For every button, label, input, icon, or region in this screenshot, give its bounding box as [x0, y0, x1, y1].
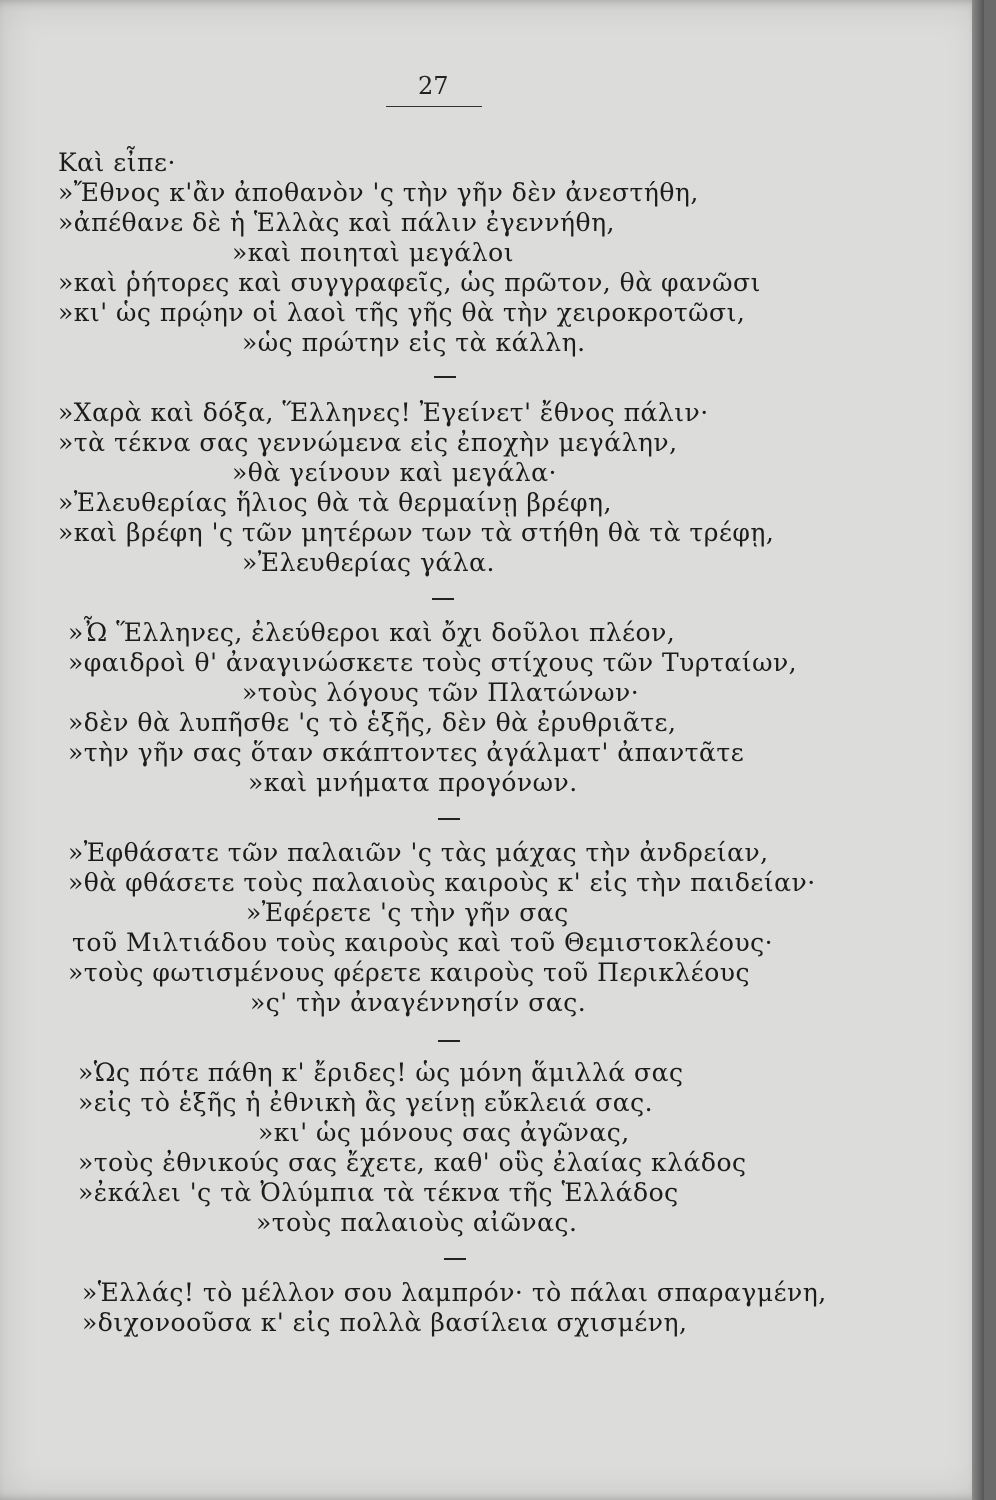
verse-line: »καὶ ποιηταὶ μεγάλοι — [232, 238, 514, 267]
verse-line: »δὲν θὰ λυπῆσθε 'ς τὸ ἑξῆς, δὲν θὰ ἐρυθριᾶτε, — [68, 708, 677, 737]
verse-line: »Ἐλευθερίας γάλα. — [242, 548, 495, 577]
verse-line: »Ἐλευθερίας ἥλιος θὰ τὰ θερμαίνῃ βρέφη, — [58, 488, 612, 517]
page-number: 27 — [418, 72, 449, 100]
stanza-separator — [434, 376, 456, 378]
verse-line: »ἀπέθανε δὲ ἡ Ἑλλὰς καὶ πάλιν ἐγεννήθη, — [58, 208, 615, 237]
verse-line: »Ἐφέρετε 'ς τὴν γῆν σας — [246, 898, 569, 927]
verse-line: »θὰ γείνουν καὶ μεγάλα· — [232, 458, 557, 487]
stanza-separator — [438, 818, 460, 820]
verse-line: »Ἐφθάσατε τῶν παλαιῶν 'ς τὰς μάχας τὴν ἀνδρείαν, — [68, 838, 769, 867]
verse-line: »Ὦ Ἕλληνες, ἐλεύθεροι καὶ ὄχι δοῦλοι πλέον, — [68, 618, 676, 647]
verse-line: »θὰ φθάσετε τοὺς παλαιοὺς καιροὺς κ' εἰς τὴν παιδείαν· — [68, 868, 816, 897]
verse-line: τοῦ Μιλτιάδου τοὺς καιροὺς καὶ τοῦ Θεμιστοκλέους· — [72, 928, 774, 957]
verse-line: »κι' ὡς μόνους σας ἀγῶνας, — [258, 1118, 630, 1147]
verse-line: »τοὺς ἐθνικούς σας ἔχετε, καθ' οὓς ἐλαίας κλάδος — [78, 1148, 747, 1177]
verse-line: »φαιδροὶ θ' ἀναγινώσκετε τοὺς στίχους τῶν Τυρταίων, — [68, 648, 798, 677]
verse-line: »Ἔθνος κ'ἂν ἀποθανὸν 'ς τὴν γῆν δὲν ἀνεστήθη, — [58, 178, 699, 207]
verse-line: »τὰ τέκνα σας γεννώμενα εἰς ἐποχὴν μεγάλην, — [58, 428, 678, 457]
stanza-separator — [444, 1258, 466, 1260]
verse-line: »διχονοοῦσα κ' εἰς πολλὰ βασίλεια σχισμένη, — [82, 1308, 688, 1337]
verse-line: »τὴν γῆν σας ὅταν σκάπτοντες ἀγάλματ' ἀπαντᾶτε — [68, 738, 745, 767]
verse-line: »καὶ μνήματα προγόνων. — [248, 768, 578, 797]
verse-line: »ἐκάλει 'ς τὰ Ὀλύμπια τὰ τέκνα τῆς Ἑλλάδος — [78, 1178, 679, 1207]
stanza-separator — [432, 598, 454, 600]
verse-line: »εἰς τὸ ἑξῆς ἡ ἐθνικὴ ἂς γείνῃ εὔκλειά σας. — [78, 1088, 654, 1117]
verse-line: »ὡς πρώτην εἰς τὰ κάλλη. — [242, 328, 586, 357]
verse-line: »τοὺς φωτισμένους φέρετε καιροὺς τοῦ Περικλέους — [68, 958, 750, 987]
verse-line: »καὶ βρέφη 'ς τῶν μητέρων των τὰ στήθη θὰ τὰ τρέφῃ, — [58, 518, 775, 547]
verse-line: »Χαρὰ καὶ δόξα, Ἕλληνες! Ἐγείνετ' ἔθνος πάλιν· — [58, 398, 709, 427]
verse-line: »ς' τὴν ἀναγέννησίν σας. — [250, 988, 587, 1017]
verse-line: »κι' ὡς πρῴην οἱ λαοὶ τῆς γῆς θὰ τὴν χειροκροτῶσι, — [58, 298, 746, 327]
verse-line: »Ἑλλάς! τὸ μέλλον σου λαμπρόν· τὸ πάλαι σπαραγμένη, — [82, 1278, 827, 1307]
verse-line: »Ὡς πότε πάθη κ' ἔριδες! ὡς μόνη ἅμιλλά σας — [78, 1058, 684, 1087]
verse-line: »καὶ ῥήτορες καὶ συγγραφεῖς, ὡς πρῶτον, θὰ φανῶσι — [58, 268, 761, 297]
verse-line: »τοὺς λόγους τῶν Πλατώνων· — [242, 678, 640, 707]
verse-line: Καὶ εἶπε· — [58, 148, 176, 177]
verse-line: »τοὺς παλαιοὺς αἰῶνας. — [256, 1208, 578, 1237]
page-number-rule — [386, 106, 482, 107]
stanza-separator — [438, 1040, 460, 1042]
page-edge — [972, 0, 984, 1500]
